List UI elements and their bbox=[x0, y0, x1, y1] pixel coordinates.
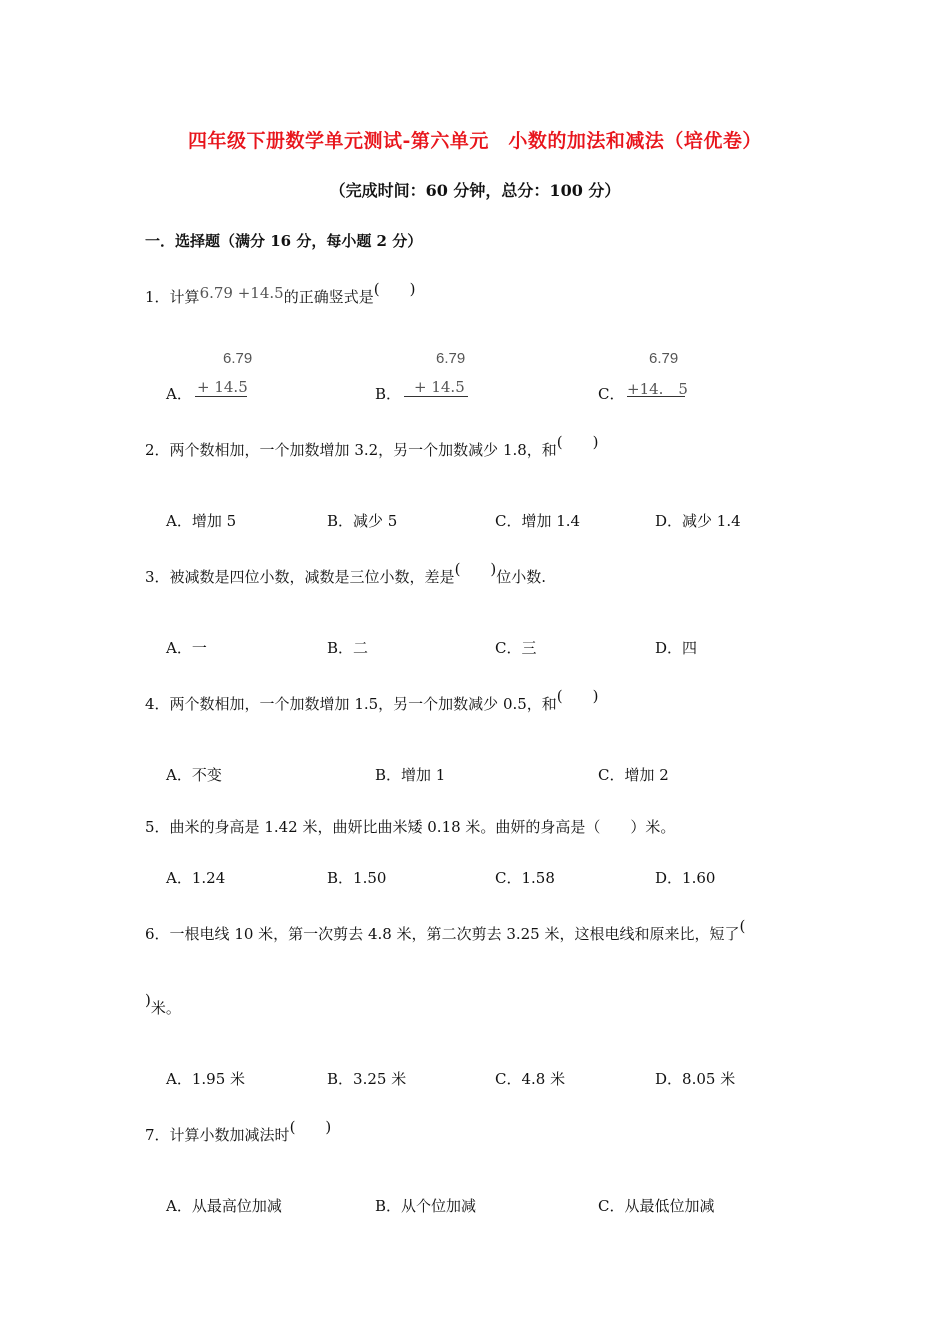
question-7 bbox=[145, 1118, 332, 1145]
option-c[interactable]: C．增加 2 bbox=[598, 766, 669, 784]
question-text: 米。 bbox=[150, 999, 181, 1017]
question-number: 7． bbox=[145, 1126, 170, 1144]
answer-blank: ( ) bbox=[289, 1118, 332, 1136]
question-number: 3． bbox=[145, 568, 170, 586]
question-number: 1． bbox=[145, 288, 170, 306]
vertical-calc-c bbox=[627, 350, 689, 396]
question-6-continued bbox=[145, 991, 181, 1018]
answer-blank: ( ) bbox=[373, 280, 416, 298]
math-expression: 6.79 +14.5 bbox=[199, 284, 284, 302]
answer-blank: ( ) bbox=[454, 560, 497, 578]
vertical-calc-a bbox=[195, 350, 255, 396]
option-c[interactable]: C．从最低位加减 bbox=[598, 1197, 715, 1215]
option-c[interactable] bbox=[598, 383, 624, 404]
question-text: 被减数是四位小数，减数是三位小数，差是 bbox=[169, 568, 455, 586]
option-a[interactable]: A．1.95 米 bbox=[166, 1070, 245, 1088]
question-number: 4． bbox=[145, 695, 170, 713]
page-subtitle: （完成时间：60 分钟，总分：100 分） bbox=[329, 181, 621, 200]
option-a[interactable]: A．不变 bbox=[166, 766, 222, 784]
question-6 bbox=[145, 917, 746, 944]
option-a[interactable]: A．增加 5 bbox=[166, 512, 237, 530]
answer-blank-close: ) bbox=[145, 991, 151, 1009]
option-a[interactable]: A．从最高位加减 bbox=[166, 1197, 282, 1215]
option-b[interactable] bbox=[375, 383, 401, 404]
option-label: A． bbox=[166, 385, 192, 403]
question-3 bbox=[145, 560, 547, 587]
calc-top-number: 6.79 bbox=[436, 350, 466, 367]
calc-bottom-number: +14. 5 bbox=[627, 380, 688, 398]
option-c[interactable]: C．三 bbox=[495, 639, 537, 657]
section-heading: 一．选择题（满分 16 分，每小题 2 分） bbox=[145, 232, 423, 250]
option-a[interactable] bbox=[166, 383, 192, 404]
option-a[interactable]: A．一 bbox=[166, 639, 207, 657]
question-text: 计算 bbox=[169, 288, 200, 306]
question-text: 计算小数加减法时 bbox=[169, 1126, 290, 1144]
page-title: 四年级下册数学单元测试-第六单元 小数的加法和减法（培优卷） bbox=[188, 130, 762, 152]
option-d[interactable]: D．减少 1.4 bbox=[655, 512, 741, 530]
option-b[interactable]: B．从个位加减 bbox=[375, 1197, 477, 1215]
option-b[interactable]: B．增加 1 bbox=[375, 766, 446, 784]
option-c[interactable]: C．增加 1.4 bbox=[495, 512, 581, 530]
question-text: 两个数相加，一个加数增加 3.2，另一个加数减少 1.8，和 bbox=[169, 441, 557, 459]
option-c[interactable]: C．1.58 bbox=[495, 869, 555, 887]
question-1 bbox=[145, 280, 416, 307]
calc-line bbox=[627, 396, 685, 397]
vertical-calc-b bbox=[404, 350, 470, 396]
option-label: B． bbox=[375, 385, 402, 403]
answer-blank: ( ) bbox=[556, 433, 599, 451]
question-text: 的正确竖式是 bbox=[283, 288, 374, 306]
answer-blank-open: ( bbox=[739, 917, 746, 935]
option-d[interactable]: D．四 bbox=[655, 639, 698, 657]
answer-blank: ( ) bbox=[556, 687, 599, 705]
calc-line bbox=[195, 396, 247, 397]
option-b[interactable]: B．3.25 米 bbox=[327, 1070, 407, 1088]
question-text: 位小数. bbox=[496, 568, 547, 586]
option-d[interactable]: D．8.05 米 bbox=[655, 1070, 736, 1088]
option-label: C． bbox=[598, 385, 625, 403]
question-number: 6． bbox=[145, 925, 170, 943]
question-number: 2． bbox=[145, 441, 170, 459]
question-text: 两个数相加，一个加数增加 1.5，另一个加数减少 0.5，和 bbox=[169, 695, 557, 713]
question-2 bbox=[145, 433, 599, 460]
calc-bottom-number: + 14.5 bbox=[197, 378, 248, 396]
option-b[interactable]: B．减少 5 bbox=[327, 512, 398, 530]
question-5 bbox=[145, 816, 675, 837]
option-b[interactable]: B．二 bbox=[327, 639, 369, 657]
option-c[interactable]: C．4.8 米 bbox=[495, 1070, 566, 1088]
calc-bottom-number: + 14.5 bbox=[414, 378, 465, 396]
question-4 bbox=[145, 687, 599, 714]
calc-top-number: 6.79 bbox=[223, 350, 253, 367]
question-number: 5． bbox=[145, 818, 170, 836]
question-text: 曲米的身高是 1.42 米，曲妍比曲米矮 0.18 米。曲妍的身高是（ ）米。 bbox=[169, 818, 676, 836]
question-text: 一根电线 10 米，第一次剪去 4.8 米，第二次剪去 3.25 米，这根电线和原来比，短了 bbox=[169, 925, 740, 943]
calc-line bbox=[404, 396, 468, 397]
option-a[interactable]: A．1.24 bbox=[166, 869, 226, 887]
calc-top-number: 6.79 bbox=[649, 350, 679, 367]
option-d[interactable]: D．1.60 bbox=[655, 869, 716, 887]
option-b[interactable]: B．1.50 bbox=[327, 869, 387, 887]
